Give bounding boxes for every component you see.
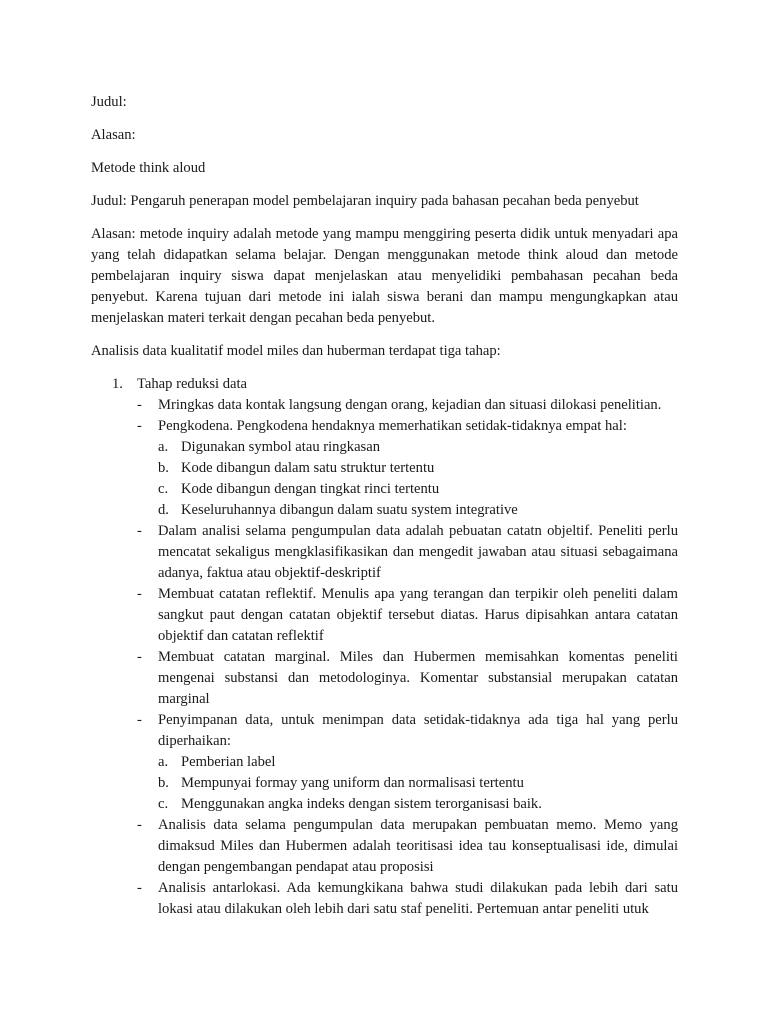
alpha-marker: a.: [158, 754, 169, 770]
alpha-marker: b.: [158, 775, 169, 791]
dash-list-item: [137, 395, 678, 416]
list-item-text: Pengkodena. Pengkodena hendaknya memerhatikan setidak-tidaknya empat hal:: [158, 418, 627, 434]
alpha-sublist: [158, 752, 678, 815]
alpha-list-item: [158, 479, 678, 500]
list-number: 1.: [112, 376, 123, 392]
alpha-item-text: Kode dibangun dalam satu struktur tertentu: [181, 460, 435, 476]
numbered-list-item: [91, 374, 678, 920]
dash-list-item: [137, 647, 678, 710]
alpha-marker: c.: [158, 481, 169, 497]
dash-marker: -: [137, 523, 142, 539]
dash-marker: -: [137, 817, 142, 833]
dash-marker: -: [137, 712, 142, 728]
paragraph-alasan-label: Alasan:: [91, 127, 136, 143]
dash-marker: -: [137, 586, 142, 602]
list-item-text: Dalam analisi selama pengumpulan data adalah pebuatan catatn objeltif. Peneliti perlu mencatat sekaligus mengklasifikasikan dan mengedit jawaban atau situasi sebagaimana adanya, faktua atau objektif-deskriptif: [158, 523, 678, 581]
alpha-item-text: Menggunakan angka indeks dengan sistem terorganisasi baik.: [181, 796, 542, 812]
dash-list-item: [137, 815, 678, 878]
list-item-text: Analisis data selama pengumpulan data merupakan pembuatan memo. Memo yang dimaksud Miles dan Hubermen adalah teoritisasi idea tau konseptualisasi ide, dimulai dengan pengembangan pendapat atau proposisi: [158, 817, 678, 875]
dash-marker: -: [137, 649, 142, 665]
document-page: [91, 92, 678, 920]
dash-marker: -: [137, 880, 142, 896]
alpha-marker: a.: [158, 439, 169, 455]
alpha-list-item: [158, 500, 678, 521]
alpha-item-text: Kode dibangun dengan tingkat rinci tertentu: [181, 481, 440, 497]
alpha-list-item: [158, 458, 678, 479]
alpha-item-text: Digunakan symbol atau ringkasan: [181, 439, 380, 455]
paragraph-judul-label: Judul:: [91, 94, 127, 110]
list-item-text: Membuat catatan reflektif. Menulis apa yang terangan dan terpikir oleh peneliti dalam sangkut paut dengan catatan objektif tersebut diatas. Harus dipisahkan antara catatan objektif dan catatan reflektif: [158, 586, 678, 644]
list-item-text: Mringkas data kontak langsung dengan orang, kejadian dan situasi dilokasi penelitian.: [158, 397, 662, 413]
alpha-list-item: [158, 752, 678, 773]
dash-marker: -: [137, 418, 142, 434]
dash-list-item: [137, 710, 678, 815]
alpha-marker: b.: [158, 460, 169, 476]
paragraph-judul: Judul: Pengaruh penerapan model pembelajaran inquiry pada bahasan pecahan beda penyebut: [91, 193, 639, 209]
list-item-text: Analisis antarlokasi. Ada kemungkikana bahwa studi dilakukan pada lebih dari satu lokasi atau dilakukan oleh lebih dari satu staf peneliti. Pertemuan antar peneliti utuk: [158, 880, 678, 917]
list-item-text: Penyimpanan data, untuk menimpan data setidak-tidaknya ada tiga hal yang perlu diperhaikan:: [158, 712, 678, 749]
paragraph-metode: Metode think aloud: [91, 160, 206, 176]
dash-list-item: [137, 416, 678, 521]
alpha-list-item: [158, 794, 678, 815]
alpha-sublist: [158, 437, 678, 521]
alpha-marker: c.: [158, 796, 169, 812]
list-item-title: Tahap reduksi data: [137, 376, 248, 392]
dash-list: [137, 395, 678, 920]
alpha-list-item: [158, 773, 678, 794]
dash-marker: -: [137, 397, 142, 413]
dash-list-item: [137, 878, 678, 920]
alpha-item-text: Pemberian label: [181, 754, 276, 770]
alpha-marker: d.: [158, 502, 169, 518]
alpha-list-item: [158, 437, 678, 458]
dash-list-item: [137, 584, 678, 647]
paragraph-analisis-intro: Analisis data kualitatif model miles dan huberman terdapat tiga tahap:: [91, 343, 501, 359]
alpha-item-text: Keseluruhannya dibangun dalam suatu system integrative: [181, 502, 518, 518]
alpha-item-text: Mempunyai formay yang uniform dan normalisasi tertentu: [181, 775, 524, 791]
paragraph-alasan: Alasan: metode inquiry adalah metode yang mampu menggiring peserta didik untuk menyadari apa yang telah didapatkan selama belajar. Dengan menggunakan metode think aloud dan metode pembelajaran inquiry siswa dapat menjelaskan atau menyelidiki pembahasan pecahan beda penyebut. Karena tujuan dari metode ini ialah siswa berani dan mampu mengungkapkan atau menjelaskan materi terkait dengan pecahan beda penyebut.: [91, 226, 678, 326]
list-item-text: Membuat catatan marginal. Miles dan Hubermen memisahkan komentas peneliti mengenai substansi dan metodologinya. Komentar substansial merupakan catatan marginal: [158, 649, 678, 707]
dash-list-item: [137, 521, 678, 584]
